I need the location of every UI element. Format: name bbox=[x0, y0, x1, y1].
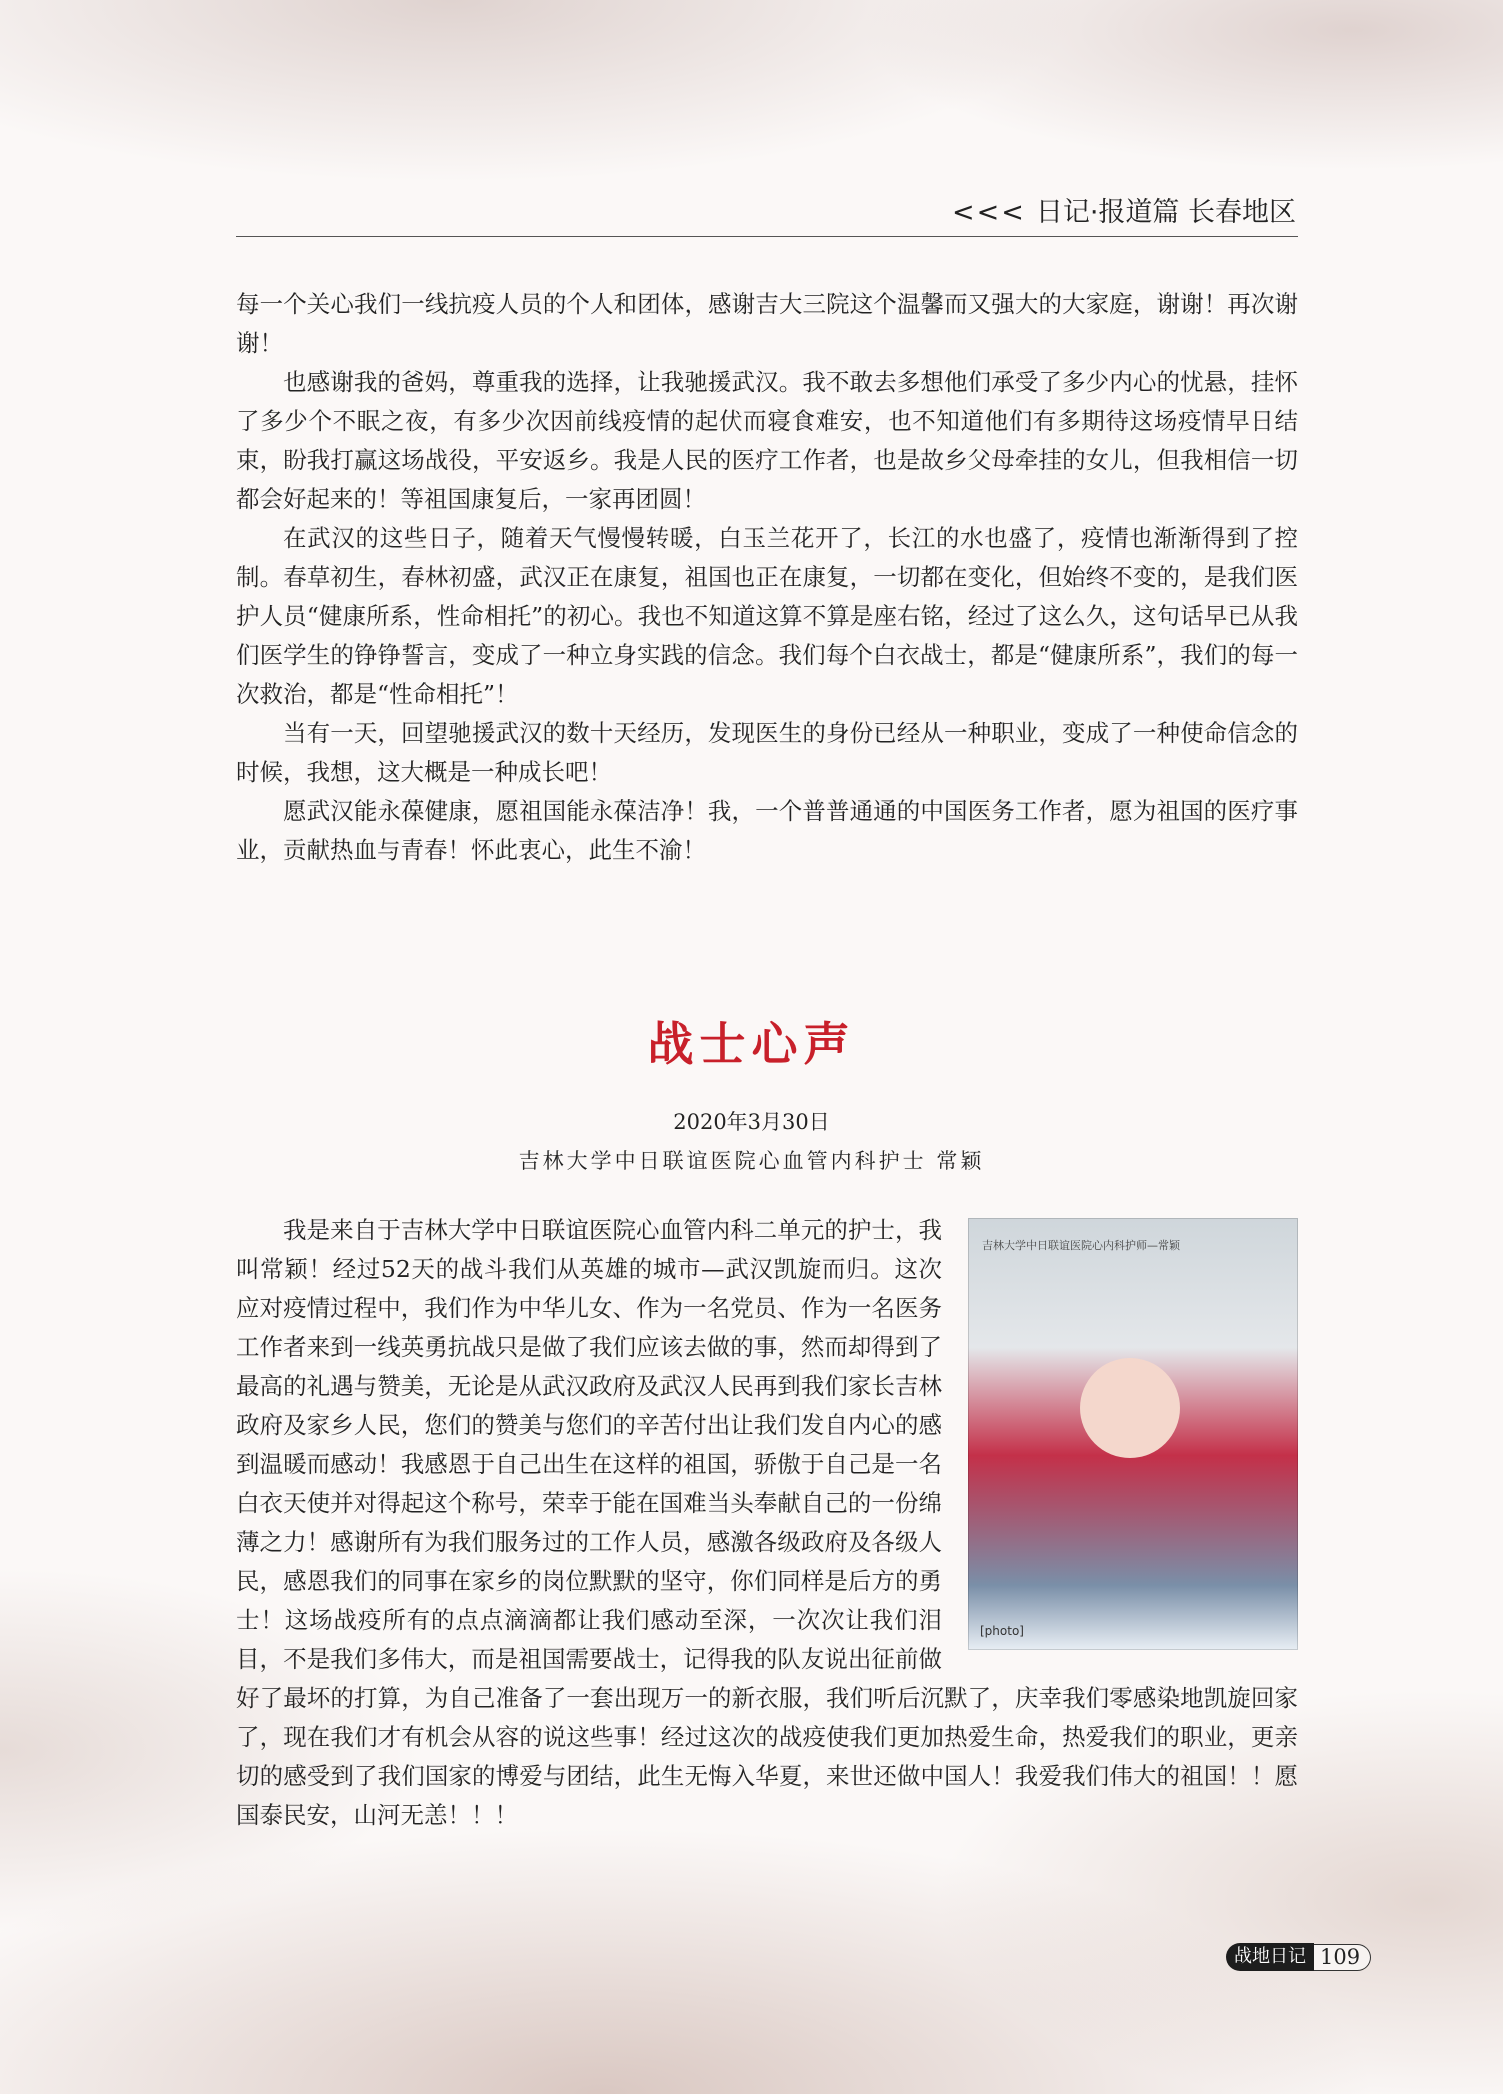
running-header bbox=[236, 188, 1298, 237]
photo-caption: 吉林大学中日联谊医院心内科护师—常颖 bbox=[982, 1239, 1180, 1252]
paragraph: 在武汉的这些日子，随着天气慢慢转暖，白玉兰花开了，长江的水也盛了，疫情也渐渐得到了控制。春草初生，春林初盛，武汉正在康复，祖国也正在康复，一切都在变化，但始终不变的，是我们医护人员“健康所系，性命相托”的初心。我也不知道这算不算是座右铭，经过了这么久，这句话早已从我们医学生的铮铮誓言，变成了一种立身实践的信念。我们每个白衣战士，都是“健康所系”，我们的每一次救治，都是“性命相托”！ bbox=[236, 524, 1298, 708]
person-placeholder bbox=[1080, 1358, 1180, 1458]
article-body bbox=[236, 1211, 1298, 1835]
section-title: 日记·报道篇 长春地区 bbox=[1035, 197, 1296, 228]
header-text bbox=[952, 190, 1296, 229]
paragraph: 每一个关心我们一线抗疫人员的个人和团体，感谢吉大三院这个温馨而又强大的大家庭，谢谢！再次谢谢！ bbox=[236, 290, 1298, 357]
footer-label: 战地日记 bbox=[1226, 1943, 1314, 1971]
paragraph: 我是来自于吉林大学中日联谊医院心血管内科二单元的护士，我叫常颖！经过52天的战斗我们从英雄的城市—武汉凯旋而归。这次应对疫情过程中，我们作为中华儿女、作为一名党员、作为一名医务工作者来到一线英勇抗战只是做了我们应该去做的事，然而却得到了最高的礼遇与赞美，无论是从武汉政府及武汉人民再到我们家长吉林政府及家乡人民，您们的赞美与您们的辛苦付出让我们发自内心的感到温暖而感动！我感恩于自己出生在这样的祖国，骄傲于自己是一名白衣天使并对得起这个称号，荣幸于能在国难当头奉献自己的一份绵薄之力！感谢所有为我们服务过的工作人员，感激各级政府及各级人民，感恩我们的同事在家乡的岗位默默的坚守，你们同样是后方的勇士！这场战疫所有的点点滴滴都让我们感动至深，一次次让我们泪目，不是我们多伟大，而是祖国需要战士，记得我的队友说出征前做好了最坏的打算，为自己准备了一套出现万一的新衣服，我们听后沉默了，庆幸我们零感染地凯旋回家了，现在我们才有机会从容的说这些事！经过这次的战疫使我们更加热爱生命，热爱我们的职业，更亲切的感受到了我们国家的博爱与团结，此生无悔入华夏，来世还做中国人！我爱我们伟大的祖国！！愿国泰民安，山河无恙！！！ bbox=[236, 1216, 1298, 1829]
nurse-photo bbox=[968, 1218, 1298, 1650]
paragraph: 愿武汉能永葆健康，愿祖国能永葆洁净！我，一个普普通通的中国医务工作者，愿为祖国的医疗事业，贡献热血与青春！怀此衷心，此生不渝！ bbox=[236, 797, 1298, 864]
chevrons-icon: <<< bbox=[951, 197, 1026, 228]
article-author: 吉林大学中日联谊医院心血管内科护士 常颖 bbox=[518, 1149, 985, 1173]
page-number: 109 bbox=[1314, 1944, 1371, 1971]
photo-placeholder-label: [photo] bbox=[980, 1624, 1024, 1638]
paragraph: 也感谢我的爸妈，尊重我的选择，让我驰援武汉。我不敢去多想他们承受了多少内心的忧悬，挂怀了多少个不眠之夜，有多少次因前线疫情的起伏而寝食难安，也不知道他们有多期待这场疫情早日结束，盼我打赢这场战役，平安返乡。我是人民的医疗工作者，也是故乡父母牵挂的女儿，但我相信一切都会好起来的！等祖国康复后，一家再团圆！ bbox=[236, 368, 1298, 513]
paragraph: 当有一天，回望驰援武汉的数十天经历，发现医生的身份已经从一种职业，变成了一种使命信念的时候，我想，这大概是一种成长吧！ bbox=[236, 719, 1298, 786]
article-title: 战士心声 bbox=[647, 1017, 856, 1071]
page-footer bbox=[1226, 1943, 1371, 1973]
article-date: 2020年3月30日 bbox=[673, 1110, 830, 1134]
continued-text bbox=[236, 285, 1298, 870]
